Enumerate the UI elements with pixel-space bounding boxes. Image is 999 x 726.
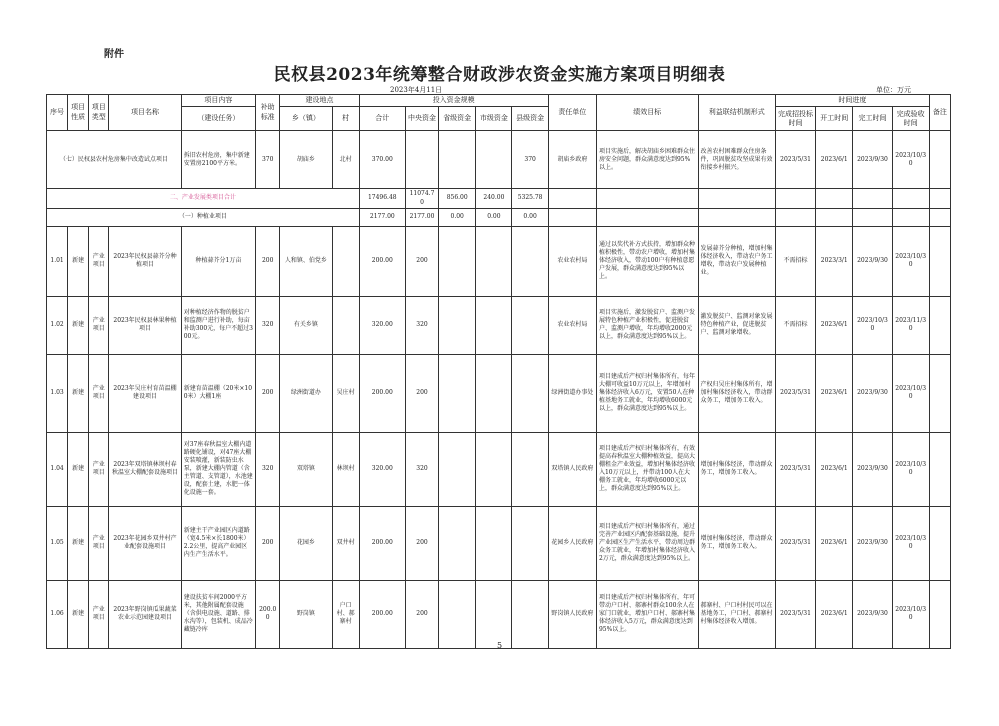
row-content: 建设扶贫车间2000平方米，其他附属配套设施（含供电设施、道路、排水沟等），包装机、成品冷藏链冷库: [181, 580, 255, 648]
row-bid: 2023/5/31: [775, 354, 815, 432]
row-county: 370: [512, 131, 548, 189]
row-subsidy: 370: [256, 131, 280, 189]
row-bid: [775, 208, 815, 226]
row-total: 200.00: [359, 580, 405, 648]
row-subsidy: 320: [256, 432, 280, 506]
header-mechanism: 利益联结机制形式: [698, 95, 775, 131]
row-village: 北村: [332, 131, 359, 189]
row-start: 2023/6/1: [816, 580, 853, 648]
row-unit: 野岗镇人民政府: [548, 580, 596, 648]
row-city: 0.00: [476, 208, 512, 226]
subtotal-row: [47, 189, 951, 208]
row-total: 200.00: [359, 354, 405, 432]
row-start: 2023/6/1: [816, 131, 853, 189]
row-bid: 2023/5/31: [775, 580, 815, 648]
row-finish: [853, 189, 892, 208]
row-prop: 新建: [68, 506, 89, 580]
header-county: 县级资金: [512, 107, 548, 131]
header-row-1: [47, 95, 951, 107]
row-village: 吴庄村: [332, 354, 359, 432]
row-mechanism: [698, 189, 775, 208]
row-start: 2023/6/1: [816, 506, 853, 580]
row-accept: [892, 208, 929, 226]
row-type: 产业项目: [89, 354, 109, 432]
row-goal: [596, 189, 698, 208]
row-seq: 1.03: [47, 354, 68, 432]
row-bid: 不需招标: [775, 226, 815, 296]
row-accept: 2023/10/30: [892, 354, 929, 432]
header-invest-group: 投入资金规模: [359, 95, 548, 107]
row-city: [476, 432, 512, 506]
row-subsidy: 200: [256, 226, 280, 296]
row-remark: [929, 131, 950, 189]
row-city: [476, 296, 512, 354]
table-row: [47, 580, 951, 648]
row-mechanism: 郝寨村、户口村村民可以在基地务工，户口村、郝寨村村集体经济收入增加。: [698, 580, 775, 648]
row-subsidy: 200: [256, 506, 280, 580]
row-subsidy: 200: [256, 354, 280, 432]
row-unit: 农业农村局: [548, 296, 596, 354]
table-row: [47, 354, 951, 432]
row-county: 0.00: [512, 208, 548, 226]
row-bid: 2023/5/31: [775, 506, 815, 580]
row-unit: 花园乡人民政府: [548, 506, 596, 580]
row-start: [816, 189, 853, 208]
row-remark: [929, 296, 950, 354]
table-row: [47, 226, 951, 296]
row-finish: 2023/9/30: [853, 354, 892, 432]
row-provincial: [439, 131, 476, 189]
row-type: 产业项目: [89, 580, 109, 648]
unit-label: 单位：万元: [876, 86, 911, 94]
row-county: [512, 296, 548, 354]
row-village: [332, 296, 359, 354]
row-central: 2177.00: [405, 208, 438, 226]
row-central: 11074.70: [405, 189, 438, 208]
row-seq: 1.04: [47, 432, 68, 506]
row-county: [512, 226, 548, 296]
row-mechanism: 增加村集体经济，带动群众务工，增加务工收入。: [698, 506, 775, 580]
table-row: [47, 131, 951, 189]
header-unit: 责任单位: [548, 95, 596, 131]
header-provincial: 省级资金: [439, 107, 476, 131]
row-remark: [929, 432, 950, 506]
row-mechanism: 改善农村困难群众住房条件，巩固脱贫攻坚成果有效衔接乡村振兴。: [698, 131, 775, 189]
row-county: [512, 432, 548, 506]
row-goal: 通过以奖代补方式扶持，增加群众种植积极性，带动农户增收，增加村集体经济收入，带动100户有种植意愿户发展，群众满意度达到95%以上。: [596, 226, 698, 296]
row-prop: 新建: [68, 580, 89, 648]
row-start: 2023/6/1: [816, 432, 853, 506]
row-city: [476, 354, 512, 432]
row-provincial: 0.00: [439, 208, 476, 226]
row-name: 2023年双塔镇林坝村春秋温室大棚配套设施项目: [109, 432, 181, 506]
header-prop: 项目性质: [68, 95, 89, 131]
row-finish: 2023/10/30: [853, 296, 892, 354]
row-provincial: [439, 580, 476, 648]
row-accept: 2023/10/30: [892, 580, 929, 648]
row-finish: [853, 208, 892, 226]
row-village: 双井村: [332, 506, 359, 580]
header-central: 中央资金: [405, 107, 438, 131]
row-start: 2023/6/1: [816, 354, 853, 432]
row-start: 2023/6/1: [816, 296, 853, 354]
row-unit: 双塔镇人民政府: [548, 432, 596, 506]
row-content: 新建主干产业园区内道路（宽4.5米×长1800米）2.2公里，提高产业园区内生产生活水平。: [181, 506, 255, 580]
row-county: [512, 354, 548, 432]
row-remark: [929, 208, 950, 226]
document-date: 2023年4月11日: [390, 86, 443, 94]
row-prop: 新建: [68, 432, 89, 506]
header-type: 项目类型: [89, 95, 109, 131]
row-name: 二、产业发展类项目合计: [47, 189, 360, 208]
row-accept: [892, 189, 929, 208]
row-unit: 胡庙乡政府: [548, 131, 596, 189]
row-seq: 1.06: [47, 580, 68, 648]
row-provincial: [439, 506, 476, 580]
row-subsidy: 320: [256, 296, 280, 354]
row-remark: [929, 189, 950, 208]
row-start: 2023/3/1: [816, 226, 853, 296]
row-accept: 2023/11/30: [892, 296, 929, 354]
row-type: 产业项目: [89, 432, 109, 506]
row-goal: 项目建成后产权归村集体所有，通过完善产业园区内配套基础设施，提升产业园区生产生活水平，带动周边群众务工就业，年增加村集体经济收入2万元，群众满意度达到95%以上。: [596, 506, 698, 580]
header-finish-time: 完工时间: [853, 107, 892, 131]
row-central: 200: [405, 354, 438, 432]
row-mechanism: 发展蒜芥分种植，增加村集体经济收入，带动农户务工增收，带动农户发展种植业。: [698, 226, 775, 296]
row-finish: 2023/9/30: [853, 506, 892, 580]
header-village: 村: [332, 107, 359, 131]
header-schedule-group: 时间进度: [775, 95, 929, 107]
row-name: （七）民权县农村危房集中改造试点项目: [47, 131, 182, 189]
annex-label: 附件: [104, 49, 124, 60]
header-content-group: 项目内容: [181, 95, 255, 107]
header-name: 项目名称: [109, 95, 181, 131]
row-goal: 项目实施后，解决胡庙乡困难群众住房安全问题，群众满意度达到95%以上。: [596, 131, 698, 189]
row-remark: [929, 226, 950, 296]
row-provincial: [439, 226, 476, 296]
row-bid: 2023/5/31: [775, 432, 815, 506]
row-city: [476, 131, 512, 189]
row-goal: 项目实施后，激发脱贫户、监测户发展特色种植产业积极性，促进脱贫户、监测户增收，年均增收2000元以上，群众满意度达到95%以上。: [596, 296, 698, 354]
row-content: 拆旧农村危房，集中新建安置房2100平方米。: [181, 131, 255, 189]
row-type: 产业项目: [89, 226, 109, 296]
row-total: 320.00: [359, 432, 405, 506]
row-town: 胡庙乡: [280, 131, 332, 189]
row-provincial: 856.00: [439, 189, 476, 208]
row-central: 200: [405, 506, 438, 580]
row-remark: [929, 354, 950, 432]
row-village: 户口村、郝寨村: [332, 580, 359, 648]
row-name: 2023年花园乡双井村产业配套设施项目: [109, 506, 181, 580]
row-remark: [929, 506, 950, 580]
row-provincial: [439, 432, 476, 506]
row-city: [476, 580, 512, 648]
row-seq: 1.05: [47, 506, 68, 580]
row-prop: 新建: [68, 226, 89, 296]
row-seq: 1.01: [47, 226, 68, 296]
header-row-2: [47, 107, 951, 131]
header-location-group: 建设地点: [280, 95, 359, 107]
row-name: 2023年民权县林果种植项目: [109, 296, 181, 354]
row-total: 370.00: [359, 131, 405, 189]
row-content: 新建育苗温棚（20米×100米）大棚1座: [181, 354, 255, 432]
row-remark: [929, 580, 950, 648]
row-central: 200: [405, 580, 438, 648]
header-content-task: （建设任务）: [181, 107, 255, 131]
header-accept-time: 完成验收时间: [892, 107, 929, 131]
row-goal: 项目建成后产权归村集体所有，有效提高春秋温室大棚种植效益，提高大棚租金产业效益，增加村集体经济收入10万元以上，并带动100人在大棚务工就业，年均增收6000元以上，群众满意度达到95%以上。: [596, 432, 698, 506]
table-row: [47, 506, 951, 580]
row-goal: [596, 208, 698, 226]
row-finish: 2023/9/30: [853, 580, 892, 648]
row-unit: 农业农村局: [548, 226, 596, 296]
row-prop: 新建: [68, 354, 89, 432]
row-village: [332, 226, 359, 296]
row-mechanism: 激发脱贫户、监测对象发展特色种植产业，促进脱贫户、监测对象增收。: [698, 296, 775, 354]
row-county: [512, 506, 548, 580]
page-number: 5: [496, 641, 503, 650]
row-unit: 绿洲街道办事处: [548, 354, 596, 432]
row-unit: [548, 208, 596, 226]
row-subsidy: 200.00: [256, 580, 280, 648]
header-total: 合计: [359, 107, 405, 131]
row-total: 320.00: [359, 296, 405, 354]
row-bid: 不需招标: [775, 296, 815, 354]
row-city: [476, 226, 512, 296]
row-name: 2023年民权县蒜芥分种植项目: [109, 226, 181, 296]
row-finish: 2023/9/30: [853, 131, 892, 189]
row-finish: 2023/9/30: [853, 226, 892, 296]
row-central: 320: [405, 432, 438, 506]
row-name: 2023年吴庄村育苗温棚建设项目: [109, 354, 181, 432]
subtotal-row: [47, 208, 951, 226]
page-title: 民权县2023年统筹整合财政涉农资金实施方案项目明细表: [273, 65, 726, 85]
table-row: [47, 432, 951, 506]
row-content: 种植蒜芥分1万亩: [181, 226, 255, 296]
row-total: 17496.48: [359, 189, 405, 208]
table-row: [47, 296, 951, 354]
row-town: 有关乡镇: [280, 296, 332, 354]
row-total: 200.00: [359, 226, 405, 296]
row-goal: 项目建成后产权归村集体所有，年可带动户口村、郝寨村群众100余人在家门口就业，增加户口村、郝寨村集体经济收入5万元，群众满意度达到95%以上。: [596, 580, 698, 648]
row-name: （一）种植业项目: [47, 208, 360, 226]
row-mechanism: [698, 208, 775, 226]
row-accept: 2023/10/30: [892, 432, 929, 506]
header-bid-time: 完成招投标时间: [775, 107, 815, 131]
header-remark: 备注: [929, 95, 950, 131]
row-county: [512, 580, 548, 648]
row-town: 人和镇、伯党乡: [280, 226, 332, 296]
row-central: [405, 131, 438, 189]
row-city: 240.00: [476, 189, 512, 208]
row-content: 对种植经济作物的脱贫户和监测户进行补助，每亩补助300元，每户不超过300元。: [181, 296, 255, 354]
project-table: [46, 94, 951, 649]
header-goal: 绩效目标: [596, 95, 698, 131]
row-type: 产业项目: [89, 506, 109, 580]
header-start-time: 开工时间: [816, 107, 853, 131]
row-unit: [548, 189, 596, 208]
row-town: 花园乡: [280, 506, 332, 580]
row-prop: 新建: [68, 296, 89, 354]
row-mechanism: 增加村集体经济，带动群众务工，增加务工收入。: [698, 432, 775, 506]
row-village: 林坝村: [332, 432, 359, 506]
row-central: 320: [405, 296, 438, 354]
row-goal: 项目建成后产权归村集体所有，每年大棚可收益10万元以上，年增加村集体经济收入6万元，安置50人在种植基地务工就业，年均增收6000元以上，群众满意度达到95%以上。: [596, 354, 698, 432]
row-provincial: [439, 354, 476, 432]
row-start: [816, 208, 853, 226]
row-finish: 2023/9/30: [853, 432, 892, 506]
row-bid: 2023/5/31: [775, 131, 815, 189]
row-bid: [775, 189, 815, 208]
row-central: 200: [405, 226, 438, 296]
row-provincial: [439, 296, 476, 354]
header-town: 乡（镇）: [280, 107, 332, 131]
row-county: 5325.78: [512, 189, 548, 208]
row-total: 2177.00: [359, 208, 405, 226]
row-seq: 1.02: [47, 296, 68, 354]
row-content: 对37座春秋温室大棚内道路硬化铺设，对47座大棚安装喷灌，新装防虫水泵，新建大棚内管道（含主管道、支管道），水池建设，配套土建，水肥一体化设施一套。: [181, 432, 255, 506]
row-town: 野岗镇: [280, 580, 332, 648]
row-type: 产业项目: [89, 296, 109, 354]
row-accept: 2023/10/30: [892, 226, 929, 296]
header-seq: 序号: [47, 95, 68, 131]
header-subsidy: 补助标准: [256, 95, 280, 131]
row-accept: 2023/10/30: [892, 506, 929, 580]
row-total: 200.00: [359, 506, 405, 580]
row-town: 双塔镇: [280, 432, 332, 506]
row-town: 绿洲街道办: [280, 354, 332, 432]
row-city: [476, 506, 512, 580]
header-city: 市级资金: [476, 107, 512, 131]
row-name: 2023年野岗镇瓜果蔬菜农业示范园建设项目: [109, 580, 181, 648]
row-mechanism: 产权归吴庄村集体所有，增加村集体经济收入，带动群众务工，增加务工收入。: [698, 354, 775, 432]
row-accept: 2023/10/30: [892, 131, 929, 189]
